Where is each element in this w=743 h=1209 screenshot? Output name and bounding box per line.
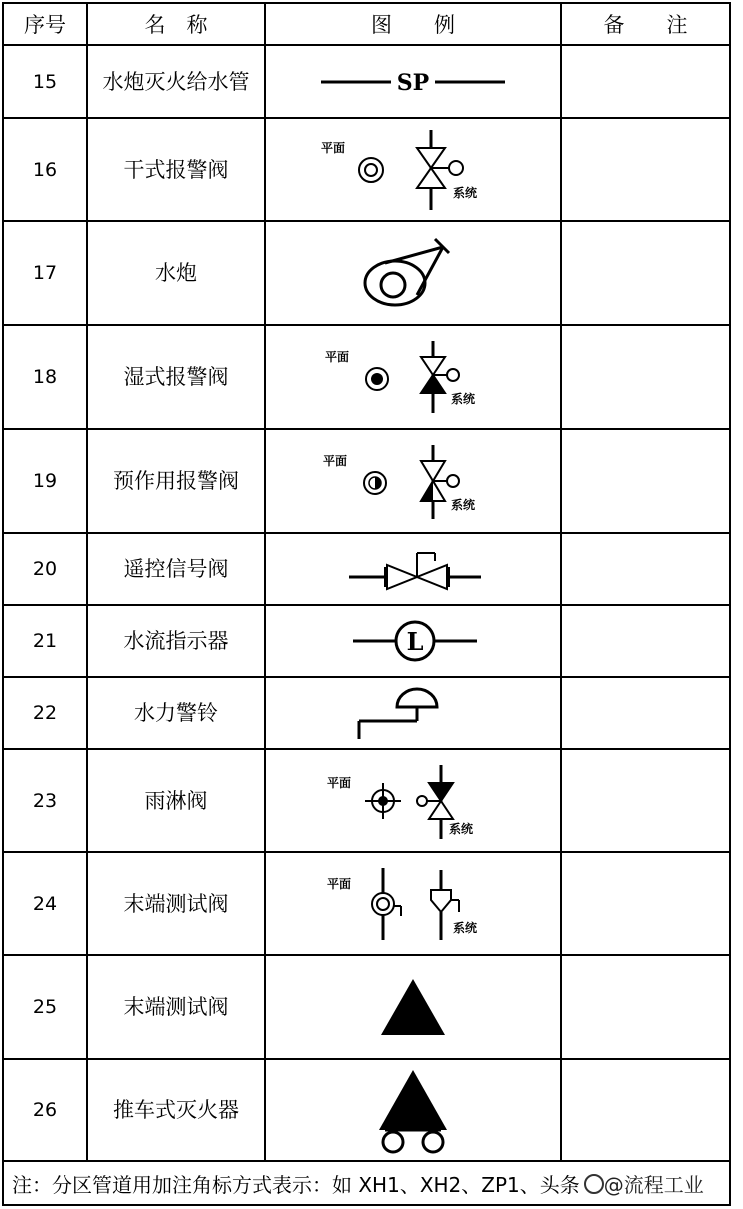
- row-number: 23: [3, 749, 87, 852]
- row-number: 21: [3, 605, 87, 677]
- header-remark: 备 注: [561, 3, 730, 45]
- table-row: [3, 1059, 730, 1161]
- table-row: [3, 749, 730, 852]
- end-test-valve-symbol: [265, 852, 561, 955]
- row-remark: [561, 677, 730, 749]
- row-remark: [561, 955, 730, 1059]
- row-remark: [561, 533, 730, 605]
- water-cannon-symbol: [265, 221, 561, 325]
- row-name: 推车式灭火器: [87, 1059, 265, 1161]
- deluge-valve-symbol: [265, 749, 561, 852]
- system-label: 系统: [451, 392, 476, 406]
- row-name: 湿式报警阀: [87, 325, 265, 429]
- table-row: [3, 852, 730, 955]
- row-remark: [561, 852, 730, 955]
- row-remark: [561, 45, 730, 118]
- footer-note: [3, 1161, 730, 1205]
- row-name: 干式报警阀: [87, 118, 265, 221]
- plan-label: 平面: [327, 876, 352, 891]
- row-number: 22: [3, 677, 87, 749]
- table-row: [3, 533, 730, 605]
- legend-table: [2, 2, 731, 1206]
- row-name: 水炮灭火给水管: [87, 45, 265, 118]
- system-label: 系统: [451, 498, 476, 512]
- sp-label: SP: [396, 69, 430, 96]
- table-row: [3, 45, 730, 118]
- plan-label: 平面: [321, 140, 346, 155]
- system-label: 系统: [449, 821, 474, 836]
- watermark-text: @流程工业: [603, 1172, 704, 1197]
- cart-extinguisher-symbol: [265, 1059, 561, 1161]
- table-row: [3, 429, 730, 533]
- row-number: 24: [3, 852, 87, 955]
- row-name: 水流指示器: [87, 605, 265, 677]
- header-row: [3, 3, 730, 45]
- water-motor-alarm-symbol: [265, 677, 561, 749]
- flow-label: L: [406, 627, 424, 656]
- row-remark: [561, 221, 730, 325]
- system-label: 系统: [453, 185, 478, 200]
- row-number: 17: [3, 221, 87, 325]
- row-name: 末端测试阀: [87, 955, 265, 1059]
- row-number: 26: [3, 1059, 87, 1161]
- row-remark: [561, 605, 730, 677]
- row-number: 18: [3, 325, 87, 429]
- row-name: 预作用报警阀: [87, 429, 265, 533]
- table-row: [3, 221, 730, 325]
- row-number: 16: [3, 118, 87, 221]
- plan-label: 平面: [325, 350, 350, 364]
- remote-signal-valve-symbol: [265, 533, 561, 605]
- pipe-sp-symbol: [265, 45, 561, 118]
- watermark-logo-icon: [584, 1174, 604, 1194]
- row-number: 25: [3, 955, 87, 1059]
- row-remark: [561, 429, 730, 533]
- row-remark: [561, 1059, 730, 1161]
- preaction-alarm-valve-symbol: [265, 429, 561, 533]
- plan-label: 平面: [327, 775, 352, 790]
- dry-alarm-valve-symbol: [265, 118, 561, 221]
- table-row: [3, 118, 730, 221]
- table-row: [3, 605, 730, 677]
- row-name: 雨淋阀: [87, 749, 265, 852]
- plan-label: 平面: [323, 454, 348, 468]
- header-no: 序号: [3, 3, 87, 45]
- row-number: 19: [3, 429, 87, 533]
- water-flow-indicator-symbol: [265, 605, 561, 677]
- header-symbol: 图 例: [265, 3, 561, 45]
- header-name: 名 称: [87, 3, 265, 45]
- wet-alarm-valve-symbol: [265, 325, 561, 429]
- row-name: 遥控信号阀: [87, 533, 265, 605]
- triangle-symbol: [265, 955, 561, 1059]
- footer-text: 注：分区管道用加注角标方式表示：如 XH1、XH2、ZP1、头条: [12, 1172, 580, 1197]
- table-row: [3, 325, 730, 429]
- row-name: 水炮: [87, 221, 265, 325]
- row-remark: [561, 325, 730, 429]
- row-remark: [561, 749, 730, 852]
- row-name: 水力警铃: [87, 677, 265, 749]
- table-row: [3, 955, 730, 1059]
- table-row: [3, 677, 730, 749]
- row-number: 20: [3, 533, 87, 605]
- row-name: 末端测试阀: [87, 852, 265, 955]
- row-number: 15: [3, 45, 87, 118]
- row-remark: [561, 118, 730, 221]
- footer-row: [3, 1161, 730, 1205]
- system-label: 系统: [453, 920, 478, 935]
